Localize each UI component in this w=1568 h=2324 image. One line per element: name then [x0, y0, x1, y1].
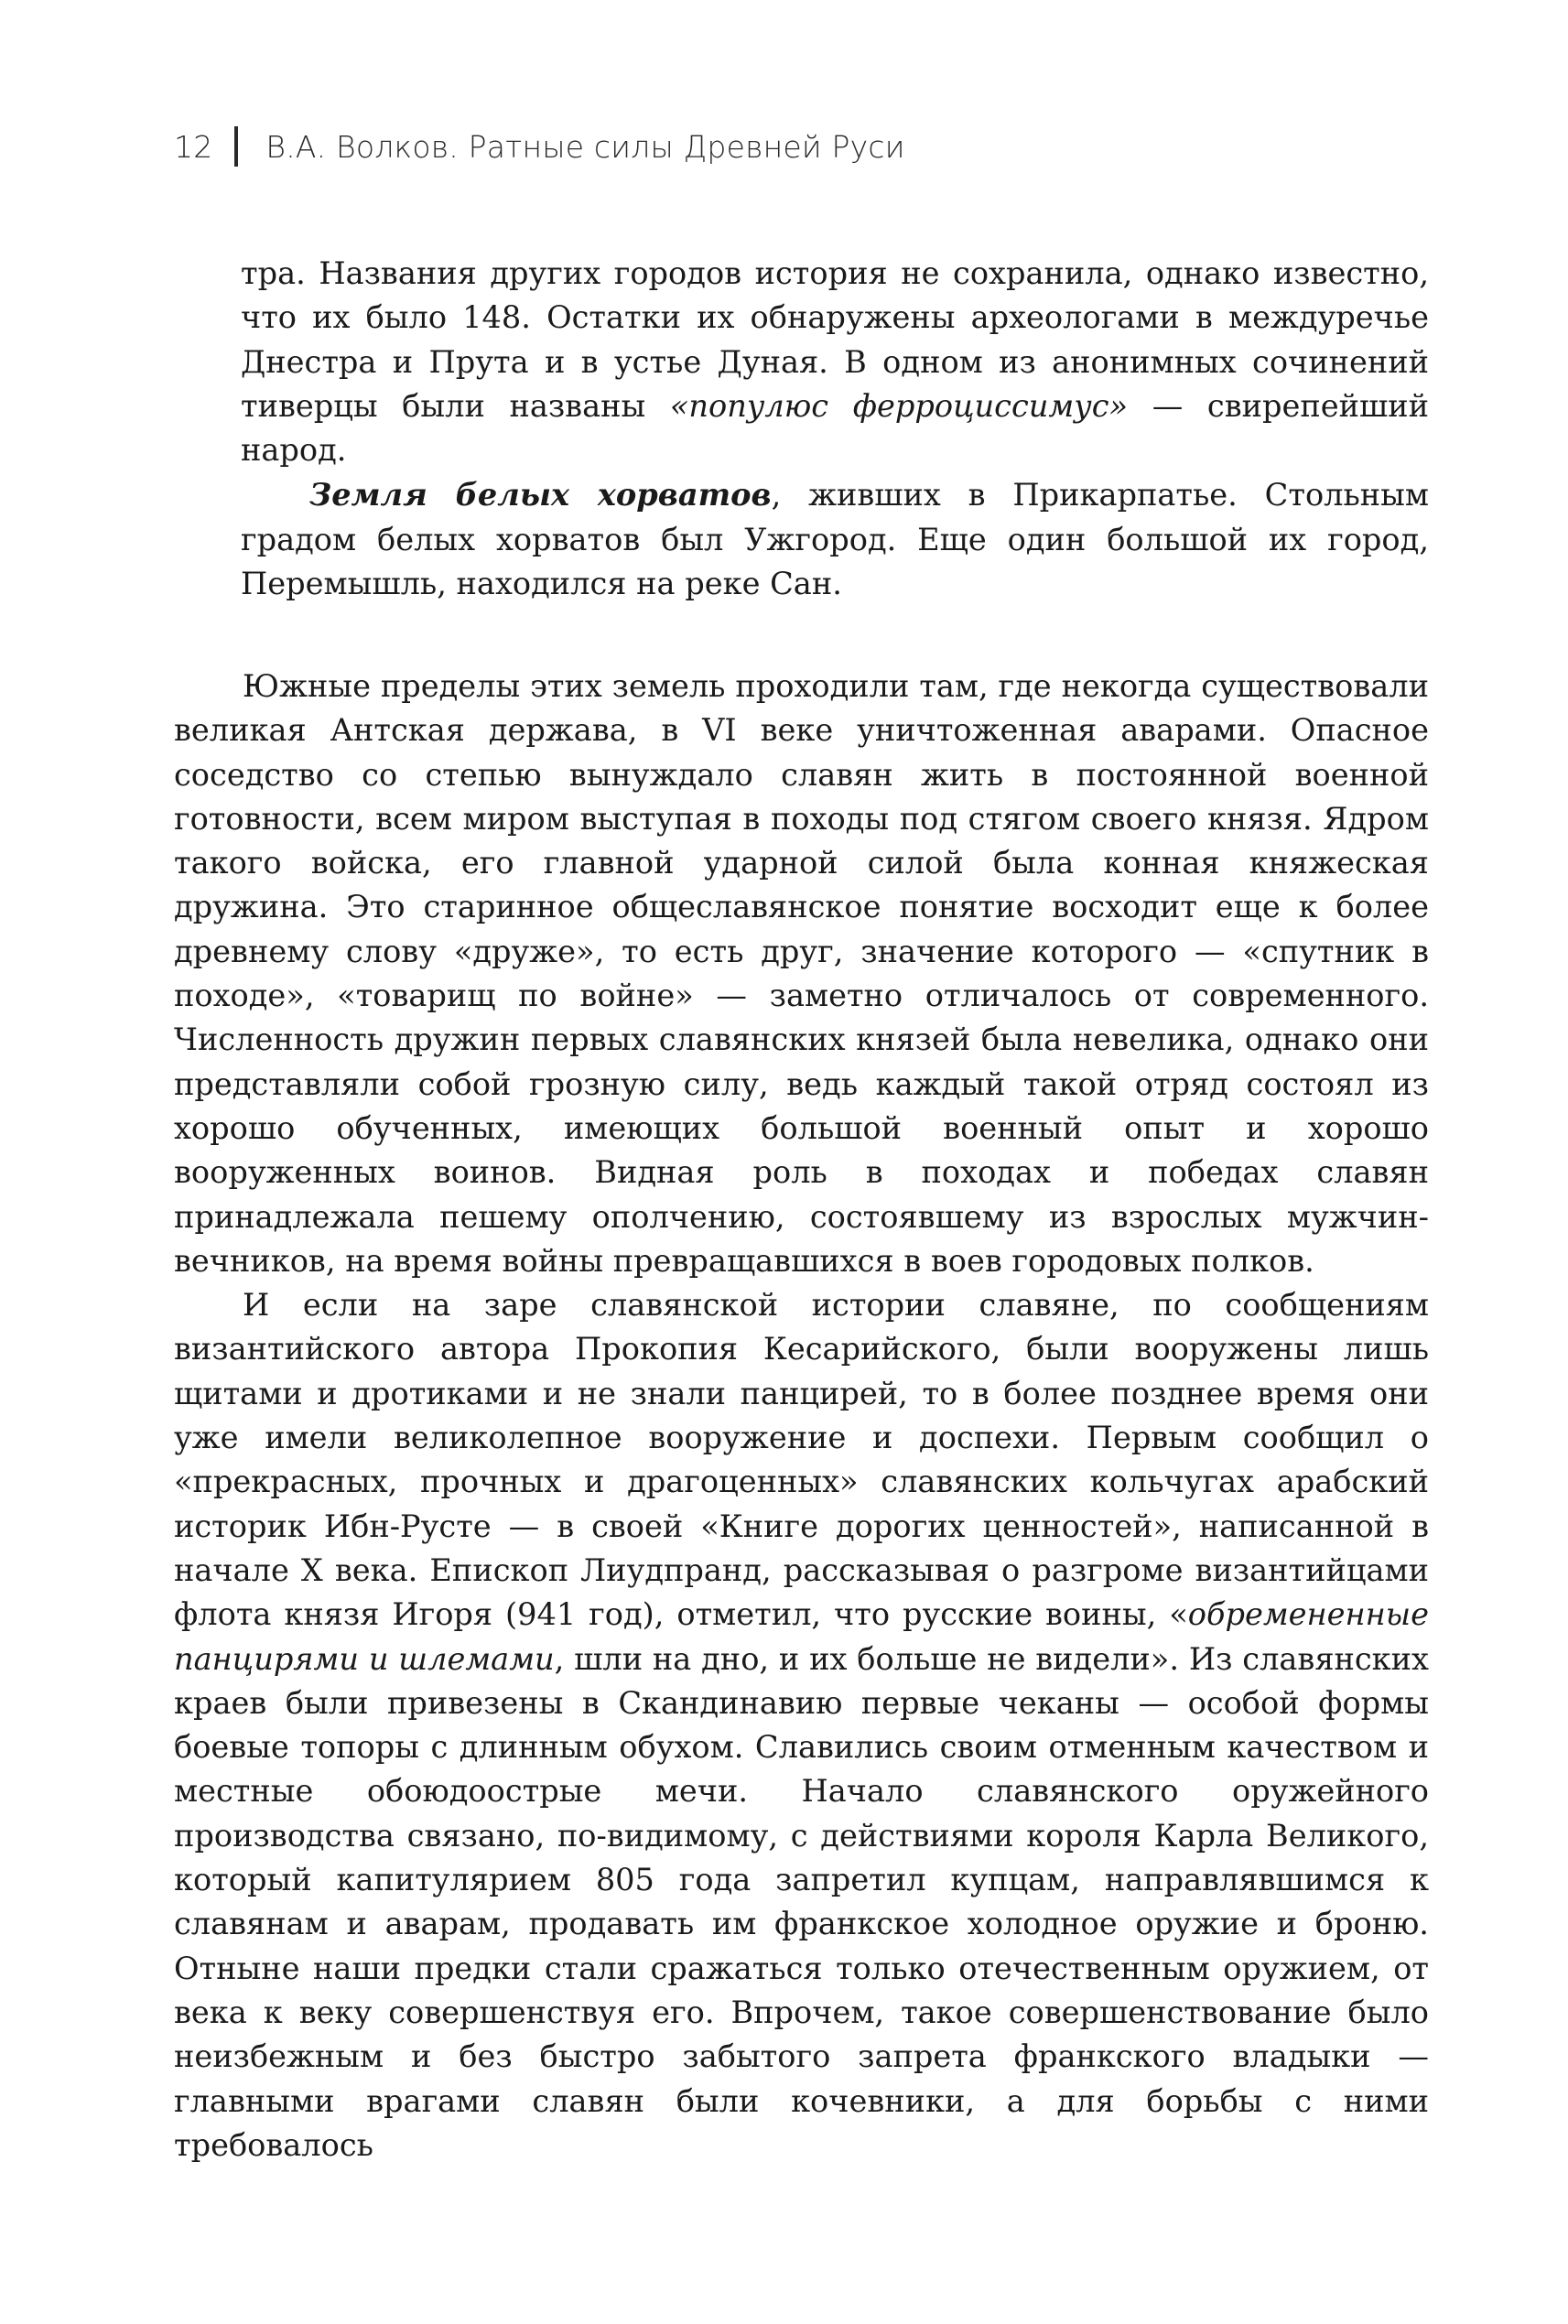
- term-heading: Земля белых хорватов: [309, 476, 772, 513]
- text-run: И если на заре славянской истории славяне, по сообщениям византийского автора Прокопия Кесарийского, были вооружены лишь щитами и дротиками и не знали панцирей, то в более позднее время они уже имели великолепное вооружение и доспехи. Первым сообщил о «прекрасных, прочных и драгоценных» славянских кольчугах арабский историк Ибн-Русте — в своей «Книге дорогих ценностей», написанной в начале X века. Епископ Лиудпранд, рассказывая о разгроме византийцами флота князя Игоря (941 год), отметил, что русские воины, «: [174, 1287, 1429, 1633]
- text-run: — свирепейший народ.: [241, 387, 1429, 469]
- paragraph-tivertsy: [241, 252, 1429, 472]
- paragraph-armament: [174, 1283, 1429, 2167]
- paragraph-southern-borders: Южные пределы этих земель проходили там, где некогда существовали великая Антская держава, в VI веке уничтоженная аварами. Опасное соседство со степью вынуждало славян жить в постоянной военной готовности, всем миром выступая в походы под стягом своего князя. Ядром такого войска, его главной ударной силой была конная княжеская дружина. Это старинное общеславянское понятие восходит еще к более древнему слову «друже», то есть друг, значение которого — «спутник в походе», «товарищ по войне» — заметно отличалось от современного. Численность дружин первых славянских князей была невелика, однако они представляли собой грозную силу, ведь каждый такой отряд состоял из хорошо обученных, имеющих большой военный опыт и хорошо вооруженных воинов. Видная роль в походах и победах славян принадлежала пешему ополчению, состоявшему из взрослых мужчин-вечников, на время войны превращавшихся в воев городовых полков.: [174, 668, 1429, 1279]
- indented-text-block: [241, 252, 1429, 606]
- page-number: 12: [174, 128, 213, 165]
- text-run: , живших в Прикарпатье. Стольным градом белых хорватов был Ужгород. Еще один большой их город, Перемышль, находился на реке Сан.: [241, 477, 1429, 602]
- italic-quote: «популюс ферроциссимус»: [669, 387, 1129, 424]
- text-run: , шли на дно, и их больше не видели». Из славянских краев были привезены в Скандинавию первые чеканы — особой формы боевые топоры с длинным обухом. Славились своим отменным качеством и местные обоюдоострые мечи. Начало славянского оружейного производства связано, по-видимому, с действиями короля Карла Великого, который капитулярием 805 года запретил купцам, направлявшимся к славянам и аварам, продавать им франкское холодное оружие и броню. Отныне наши предки стали сражаться только отечественным оружием, от века к веку совершенствуя его. Впрочем, такое совершенствование было неизбежным и без быстро забытого запрета франкского владыки — главными врагами славян были кочевники, а для борьбы с ними требовалось: [174, 1640, 1429, 2163]
- text-run: тра. Названия других городов история не сохранила, однако известно, что их было 148. Остатки их обнаружены археологами в междуречье Днестра и Прута и в устье Дуная. В одном из анонимных сочинений тиверцы были названы: [241, 255, 1429, 424]
- header-divider: [234, 126, 238, 167]
- main-text-block: [174, 665, 1429, 2167]
- running-header: [174, 126, 905, 167]
- running-title: В.А. Волков. Ратные силы Древней Руси: [265, 128, 905, 165]
- italic-quote: обремененные панцирями и шлемами: [174, 1596, 1429, 1677]
- paragraph-white-croats: [241, 472, 1429, 606]
